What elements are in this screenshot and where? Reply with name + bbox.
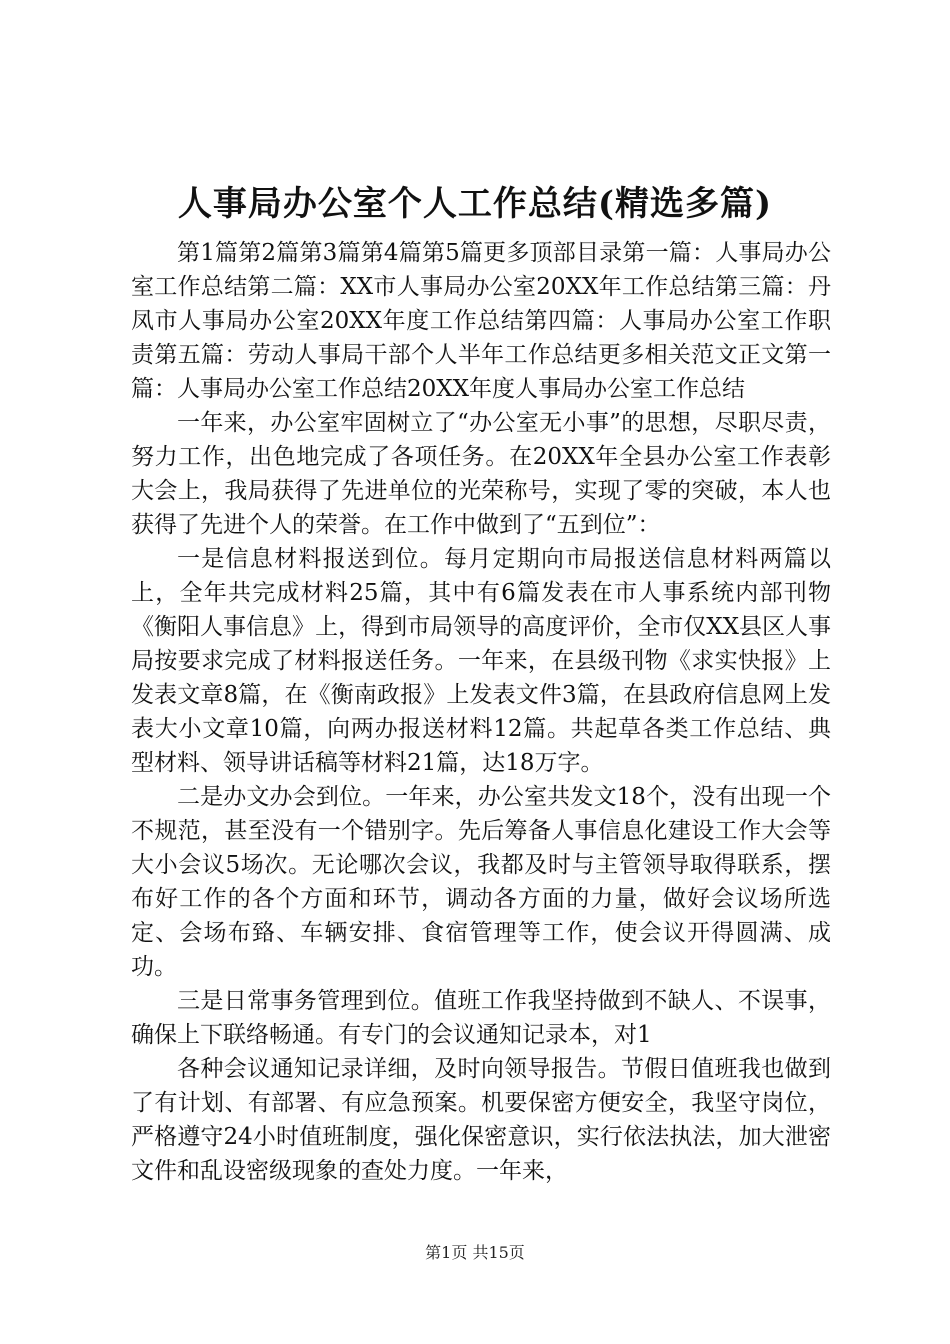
paragraph-toc: 第1篇第2篇第3篇第4篇第5篇更多顶部目录第一篇：人事局办公室工作总结第二篇：XX市人事局办公室20XX年工作总结第三篇：丹凤市人事局办公室20XX年度工作总结第四篇：人事局办公室工作职责第五篇：劳动人事局干部个人半年工作总结更多相关范文正文第一篇：人事局办公室工作总结20XX年度人事局办公室工作总结 [131, 240, 831, 402]
paragraph-daily-affairs: 三是日常事务管理到位。值班工作我坚持做到不缺人、不误事，确保上下联络畅通。有专门的会议通知记录本，对1 [131, 988, 831, 1048]
paragraph-meeting-notices: 各种会议通知记录详细，及时向领导报告。节假日值班我也做到了有计划、有部署、有应急预案。机要保密方便安全，我坚守岗位，严格遵守24小时值班制度，强化保密意识，实行依法执法，加大泄密文件和乱设密级现象的查处力度。一年来， [131, 1056, 831, 1184]
page-number-footer: 第1页 共15页 [425, 1243, 525, 1262]
paragraph-intro: 一年来，办公室牢固树立了“办公室无小事”的思想，尽职尽责，努力工作，出色地完成了各项任务。在20XX年全县办公室工作表彰大会上，我局获得了先进单位的光荣称号，实现了零的突破，本人也获得了先进个人的荣誉。在工作中做到了“五到位”： [131, 410, 831, 538]
paragraph-documents-meetings: 二是办文办会到位。一年来，办公室共发文18个，没有出现一个不规范，甚至没有一个错别字。先后筹备人事信息化建设工作大会等大小会议5场次。无论哪次会议，我都及时与主管领导取得联系，摆布好工作的各个方面和环节，调动各方面的力量，做好会议场所选定、会场布臵、车辆安排、食宿管理等工作，使会议开得圆满、成功。 [131, 784, 831, 980]
document-body [131, 236, 831, 1188]
document-title: 人事局办公室个人工作总结(精选多篇) [177, 184, 773, 224]
paragraph-info-materials: 一是信息材料报送到位。每月定期向市局报送信息材料两篇以上，全年共完成材料25篇，其中有6篇发表在市人事系统内部刊物《衡阳人事信息》上，得到市局领导的高度评价，全市仅XX县区人事局按要求完成了材料报送任务。一年来，在县级刊物《求实快报》上发表文章8篇，在《衡南政报》上发表文件3篇，在县政府信息网上发表大小文章10篇，向两办报送材料12篇。共起草各类工作总结、典型材料、领导讲话稿等材料21篇，达18万字。 [131, 546, 831, 776]
